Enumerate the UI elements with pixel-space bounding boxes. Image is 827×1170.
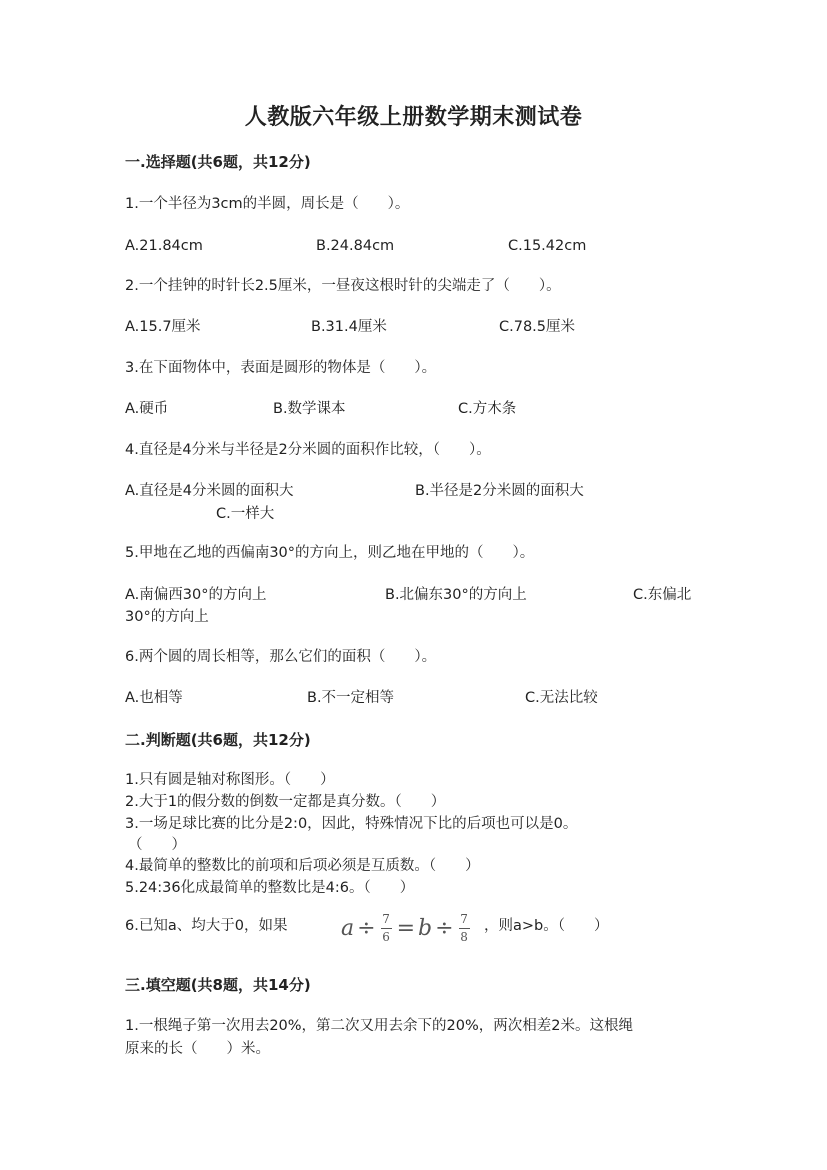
judge-item: 5.24:36化成最简单的整数比是4:6。（ ） (125, 880, 415, 896)
question-text: 2.一个挂钟的时针长2.5厘米，一昼夜这根时针的尖端走了（ ）。 (125, 278, 561, 294)
formula (341, 906, 472, 950)
option-b: B.北偏东30°的方向上 (385, 587, 527, 603)
denominator: 8 (460, 929, 468, 944)
option-a: A.也相等 (125, 690, 183, 706)
judge-item-continued: （ ） (128, 837, 186, 853)
equals-sign: = (396, 915, 415, 941)
option-c: C.78.5厘米 (499, 319, 576, 335)
fill-item-continued: 原来的长（ ）米。 (125, 1041, 270, 1057)
denominator: 6 (382, 929, 390, 944)
option-b: B.半径是2分米圆的面积大 (415, 483, 584, 499)
option-c-continued: 30°的方向上 (125, 609, 209, 625)
formula-var-a: a (341, 915, 355, 941)
judge-item: 6.已知a、均大于0，如果 (125, 918, 288, 934)
question-text: 3.在下面物体中，表面是圆形的物体是（ ）。 (125, 360, 437, 376)
option-a: A.硬币 (125, 401, 169, 417)
question-text: 6.两个圆的周长相等，那么它们的面积（ ）。 (125, 649, 437, 665)
option-a: A.直径是4分米圆的面积大 (125, 483, 294, 499)
option-a: A.15.7厘米 (125, 319, 201, 335)
option-b: B.不一定相等 (307, 690, 395, 706)
option-b: B.数学课本 (273, 401, 346, 417)
divide-sign: ÷ (357, 915, 376, 941)
numerator: 7 (382, 911, 390, 926)
option-c: C.一样大 (216, 506, 275, 522)
option-c: C.方木条 (458, 401, 517, 417)
formula-var-b: b (418, 915, 433, 941)
option-c: C.15.42cm (508, 238, 587, 254)
fraction (381, 913, 392, 944)
option-b: B.31.4厘米 (311, 319, 387, 335)
judge-item: 4.最简单的整数比的前项和后项必须是互质数。（ ） (125, 858, 480, 874)
question-text: 1.一个半径为3cm的半圆，周长是（ ）。 (125, 196, 410, 212)
fill-item: 1.一根绳子第一次用去20%，第二次又用去余下的20%，两次相差2米。这根绳 (125, 1018, 634, 1034)
option-c: C.无法比较 (525, 690, 598, 706)
page-title: 人教版六年级上册数学期末测试卷 (244, 104, 583, 130)
numerator: 7 (460, 911, 468, 926)
section-heading-fill: 三.填空题(共8题，共14分) (125, 976, 311, 994)
option-a: A.南偏西30°的方向上 (125, 587, 267, 603)
divide-sign: ÷ (435, 915, 454, 941)
judge-item: 1.只有圆是轴对称图形。（ ） (125, 772, 335, 788)
judge-item-tail: ，则a>b。（ ） (484, 918, 609, 934)
section-heading-judge: 二.判断题(共6题，共12分) (125, 731, 311, 749)
judge-item: 3.一场足球比赛的比分是2:0，因此，特殊情况下比的后项也可以是0。 (125, 816, 578, 832)
judge-item: 2.大于1的假分数的倒数一定都是真分数。（ ） (125, 794, 446, 810)
option-b: B.24.84cm (316, 238, 395, 254)
fraction (459, 913, 470, 944)
section-heading-choice: 一.选择题(共6题，共12分) (125, 153, 311, 171)
question-text: 5.甲地在乙地的西偏南30°的方向上，则乙地在甲地的（ ）。 (125, 545, 535, 561)
option-c: C.东偏北 (633, 587, 692, 603)
question-text: 4.直径是4分米与半径是2分米圆的面积作比较，（ ）。 (125, 442, 491, 458)
option-a: A.21.84cm (125, 238, 203, 254)
